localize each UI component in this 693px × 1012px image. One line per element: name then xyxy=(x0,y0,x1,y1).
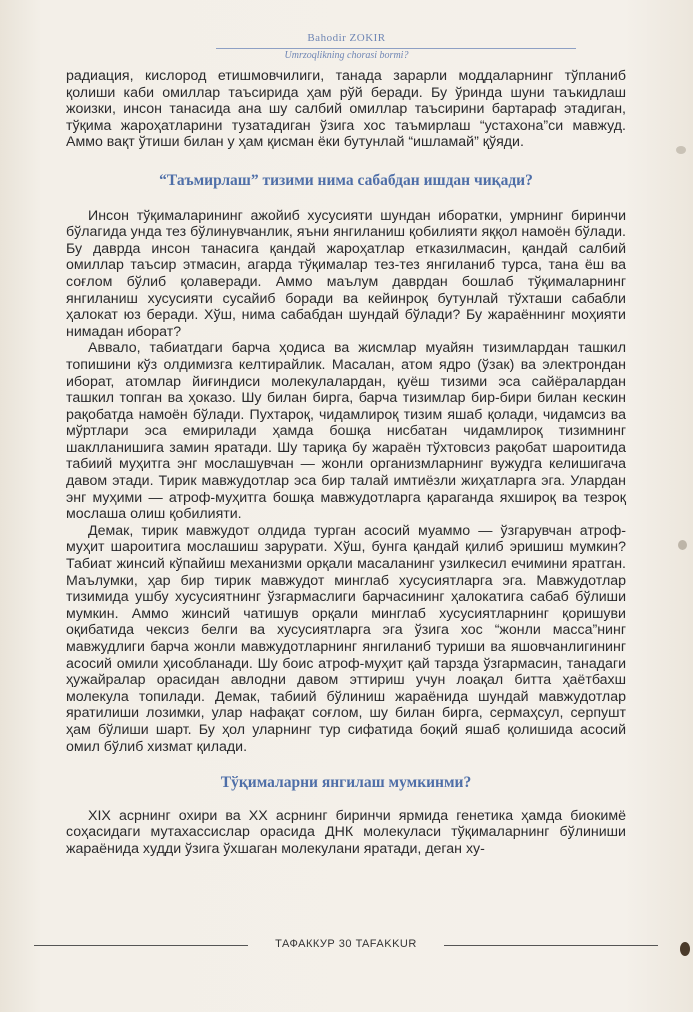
page-footer xyxy=(34,938,658,952)
header-subtitle: Umrzoqlikning chorasi bormi? xyxy=(284,50,409,61)
paragraph-2: Аввало, табиатдаги барча ҳодиса ва жисмлар муайян тизимлардан ташкил топишини кўз олдимизга келтирайлик. Масалан, атом ядро (ўзак) ва электрондан иборат, атомлар йиғиндиси молекулалардан, қуёш тизими эса сайёралардан ташкил топган ва ҳоказо. Шу билан бирга, барча тизимлар бир-бири билан кескин рақобатда намоён бўлади. Пухтароқ, чидамлироқ тизим яшаб қолади, чидамсиз ва мўртлари эса емирилади ҳамда бошқа нисбатан чидамлироқ тизимнинг шаклланишига замин яратади. Шу тариқа бу жараён тўхтовсиз рақобат шароитида табиий муҳитга энг мослашувчан — жонли организмларнинг вужудга келишигача давом этади. Тирик мавжудотлар эса бир талай имтиёзли жиҳатларга эга. Улардан энг муҳими — атроф-муҳитга бошқа мавжудотларга қараганда яхшироқ ва тезроқ мослаша олиш қобилияти. xyxy=(66,340,626,523)
paragraph-1: Инсон тўқималарининг ажойиб хусусияти шундан иборатки, умрнинг биринчи бўлагида унда тез бўлинувчанлик, яъни янгиланиш қобилияти яққол намоён бўлади. Бу даврда инсон танасига қандай жароҳатлар етказилмасин, қандай салбий омиллар таъсир этмасин, агарда тўқималар тез-тез янгиланиб турса, тана ёш ва соғлом бўлиб қолаверади. Аммо маълум даврдан бошлаб тўқималарнинг янгиланиш хусусияти сусайиб боради ва кейинроқ бутунлай тўхташи сабабли ҳалокат юз беради. Хўш, нима сабабдан шундай бўлади? Бу жараённинг моҳияти нимадан иборат? xyxy=(66,207,626,340)
paper-stain xyxy=(678,540,687,550)
section-heading-1: “Таъмирлаш” тизими нима сабабдан ишдан чиқади? xyxy=(159,171,533,189)
running-header xyxy=(0,32,693,61)
paper-stain xyxy=(676,146,686,154)
paper-stain xyxy=(680,942,690,956)
footer-rule-right xyxy=(444,945,658,946)
footer-rule-left xyxy=(34,945,248,946)
paragraph-3: Демак, тирик мавжудот олдида турган асосий муаммо — ўзгарувчан атроф-муҳит шароитига мослашиш зарурати. Хўш, бунга қандай қилиб эришиш мумкин? Табиат жинсий кўпайиш механизми орқали масаланинг узилкесил ечимини яратган. Маълумки, ҳар бир тирик мавжудот минглаб хусусиятларга эга. Мавжудотлар тизимида ушбу хусусиятнинг ўзгармаслиги барчасининг ҳалокатига сабаб бўлиши мумкин. Аммо жинсий чатишув орқали минглаб хусусиятларнинг қоришуви оқибатида чексиз белги ва хусусиятларга эга ўзига хос “жонли масса”нинг мавжудлиги барча жонли мавжудотларнинг янгиланиб туриши ва яшовчанлигининг асосий омили ҳисобланади. Шу боис атроф-муҳит қай тарзда ўзгармасин, танадаги ҳужайралар орасидан авлодни давом эттириш учун лоақал битта ҳаётбахш молекула топилади. Демак, табиий бўлиниш жараёнида шундай мавжудотлар яратилиши лозимки, улар нафақат соғлом, шу билан бирга, сермаҳсул, серпушт ҳам бўлиши шарт. Бу ҳол уларнинг тур сифатида боқий яшаб қолишида асосий омил бўлиб хизмат қилади. xyxy=(66,522,626,755)
header-author: Bahodir ZOKIR xyxy=(307,32,386,44)
header-rule xyxy=(216,48,576,49)
paragraph-4: XIX асрнинг охири ва XX асрнинг биринчи ярмида генетика ҳамда биокимё соҳасидаги мутахассислар орасида ДНК молекуласи тўқималарнинг бўлиниши жараёнида худди ўзига ўхшаган молекулани яратади, деган ху- xyxy=(66,807,626,857)
section-heading-2: Тўқималарни янгилаш мумкинми? xyxy=(220,774,472,792)
article-body xyxy=(66,68,626,858)
footer-page-number: ТАФАККУР 30 TAFAKKUR xyxy=(275,938,417,950)
paragraph-0: радиация, кислород етишмовчилиги, танада зарарли моддаларнинг тўпланиб қолиши каби омиллар таъсирида ҳам рўй беради. Бу ўринда шуни таъкидлаш жоизки, инсон танасида ана шу салбий омиллар таъсирини бартараф этадиган, тўқима жароҳатларини тузатадиган ўзига хос таъмирлаш “устахона”си мавжуд. Аммо вақт ўтиши билан у ҳам қисман ёки бутунлай “ишламай” қўяди. xyxy=(66,68,626,151)
